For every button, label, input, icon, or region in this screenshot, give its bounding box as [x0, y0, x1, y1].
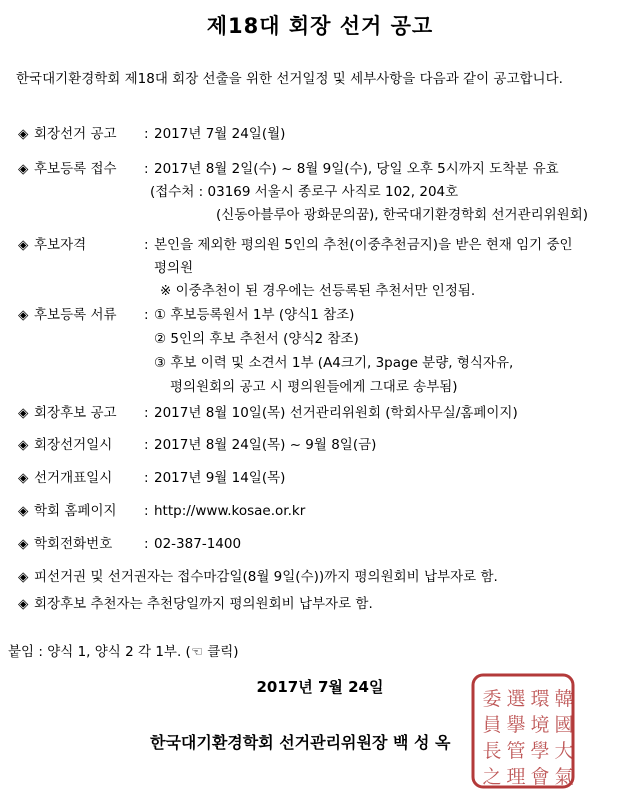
item-value: 2017년 8월 24일(목) ~ 9월 8일(금)	[154, 437, 377, 453]
seal-character: 管	[506, 739, 526, 762]
documents-line-4: 평의원회의 공고 시 평의원들에게 그대로 송부됨)	[170, 379, 458, 395]
item-label: 학회 홈페이지	[34, 503, 117, 519]
item-election-dates: ◈ 회장선거일시 : 2017년 8월 24일(목) ~ 9월 8일(금)	[18, 433, 376, 453]
signer-name: 한국대기환경학회 선거관리위원장 백 성 옥	[150, 733, 451, 752]
attachment-link[interactable]: 붙임 : 양식 1, 양식 2 각 1부. (☜ 클릭)	[8, 644, 239, 660]
seal-character: 會	[530, 765, 550, 788]
item-value: ① 후보등록원서 1부 (양식1 참조)	[154, 307, 355, 323]
item-qualification: ◈ 후보자격 : 본인을 제외한 평의원 5인의 추천(이중추천금지)을 받은 현재 임기 중인	[18, 233, 573, 253]
item-value: 02-387-1400	[154, 536, 242, 552]
homepage-link[interactable]: http://www.kosae.or.kr	[154, 503, 306, 519]
item-candidate-notice: ◈ 회장후보 공고 : 2017년 8월 10일(목) 선거관리위원회 (학회사무실/홈페이지)	[18, 401, 518, 421]
item-label: 회장선거 공고	[34, 126, 117, 142]
diamond-bullet-icon: ◈	[18, 405, 29, 421]
item-value: 2017년 7월 24일(월)	[154, 126, 286, 142]
seal-character: 環	[530, 687, 550, 710]
seal-character: 委	[482, 687, 502, 710]
diamond-bullet-icon: ◈	[18, 161, 29, 177]
item-registration: ◈ 후보등록 접수 : 2017년 8월 2일(수) ~ 8월 9일(수), 당일 오후 5시까지 도착분 유효	[18, 157, 559, 177]
diamond-bullet-icon: ◈	[18, 503, 29, 519]
diamond-bullet-icon: ◈	[18, 307, 29, 323]
official-seal	[470, 672, 576, 790]
note-voting-rights: ◈ 피선거권 및 선거권자는 접수마감일(8월 9일(수))까지 평의원회비 납부자로 함.	[18, 569, 498, 585]
item-value: 2017년 9월 14일(목)	[154, 470, 286, 486]
item-documents: ◈ 후보등록 서류 : ① 후보등록원서 1부 (양식1 참조)	[18, 303, 354, 323]
qualification-cont: 평의원	[154, 260, 194, 276]
seal-character: 國	[554, 713, 574, 736]
item-label: 회장선거일시	[34, 437, 113, 453]
documents-line-3: ③ 후보 이력 및 소견서 1부 (A4크기, 3page 분량, 형식자유,	[154, 355, 514, 371]
item-label: 후보자격	[34, 237, 87, 253]
seal-character: 大	[554, 739, 574, 762]
diamond-bullet-icon: ◈	[18, 569, 29, 585]
seal-character: 之	[482, 765, 502, 788]
item-value: 2017년 8월 2일(수) ~ 8월 9일(수), 당일 오후 5시까지 도착분 유효	[154, 161, 559, 177]
seal-character: 學	[530, 739, 550, 762]
diamond-bullet-icon: ◈	[18, 126, 29, 142]
item-label: 학회전화번호	[34, 536, 113, 552]
seal-character: 氣	[554, 765, 574, 788]
qualification-note: ※ 이중추천이 된 경우에는 선등록된 추천서만 인정됨.	[160, 283, 476, 299]
item-label: 후보등록 서류	[34, 307, 117, 323]
seal-character: 韓	[554, 687, 574, 710]
seal-character: 員	[482, 713, 502, 736]
item-homepage: ◈ 학회 홈페이지 : http://www.kosae.or.kr	[18, 499, 305, 519]
item-label: 선거개표일시	[34, 470, 113, 486]
diamond-bullet-icon: ◈	[18, 237, 29, 253]
item-phone: ◈ 학회전화번호 : 02-387-1400	[18, 532, 241, 552]
item-value: 2017년 8월 10일(목) 선거관리위원회 (학회사무실/홈페이지)	[154, 405, 518, 421]
item-value: 본인을 제외한 평의원 5인의 추천(이중추천금지)을 받은 현재 임기 중인	[154, 237, 573, 253]
seal-character: 理	[506, 765, 526, 788]
registration-address-cont: (신동아블루아 광화문의꿈), 한국대기환경학회 선거관리위원회)	[216, 207, 589, 223]
item-counting-date: ◈ 선거개표일시 : 2017년 9월 14일(목)	[18, 466, 285, 486]
seal-character: 長	[482, 739, 502, 762]
seal-character: 境	[530, 713, 550, 736]
diamond-bullet-icon: ◈	[18, 536, 29, 552]
page-title: 제18대 회장 선거 공고	[206, 14, 434, 38]
seal-character: 擧	[506, 713, 526, 736]
item-label: 회장후보 공고	[34, 405, 117, 421]
diamond-bullet-icon: ◈	[18, 437, 29, 453]
registration-address: (접수처 : 03169 서울시 종로구 사직로 102, 204호	[150, 184, 459, 200]
announcement-date: 2017년 7월 24일	[256, 678, 384, 696]
intro-text: 한국대기환경학회 제18대 회장 선출을 위한 선거일정 및 세부사항을 다음과 같이 공고합니다.	[16, 71, 563, 87]
documents-line-2: ② 5인의 후보 추천서 (양식2 참조)	[154, 331, 359, 347]
seal-character: 選	[506, 687, 526, 710]
item-label: 후보등록 접수	[34, 161, 117, 177]
diamond-bullet-icon: ◈	[18, 470, 29, 486]
diamond-bullet-icon: ◈	[18, 596, 29, 612]
item-election-notice: ◈ 회장선거 공고 : 2017년 7월 24일(월)	[18, 122, 285, 142]
note-recommender: ◈ 회장후보 추천자는 추천당일까지 평의원회비 납부자로 함.	[18, 596, 373, 612]
